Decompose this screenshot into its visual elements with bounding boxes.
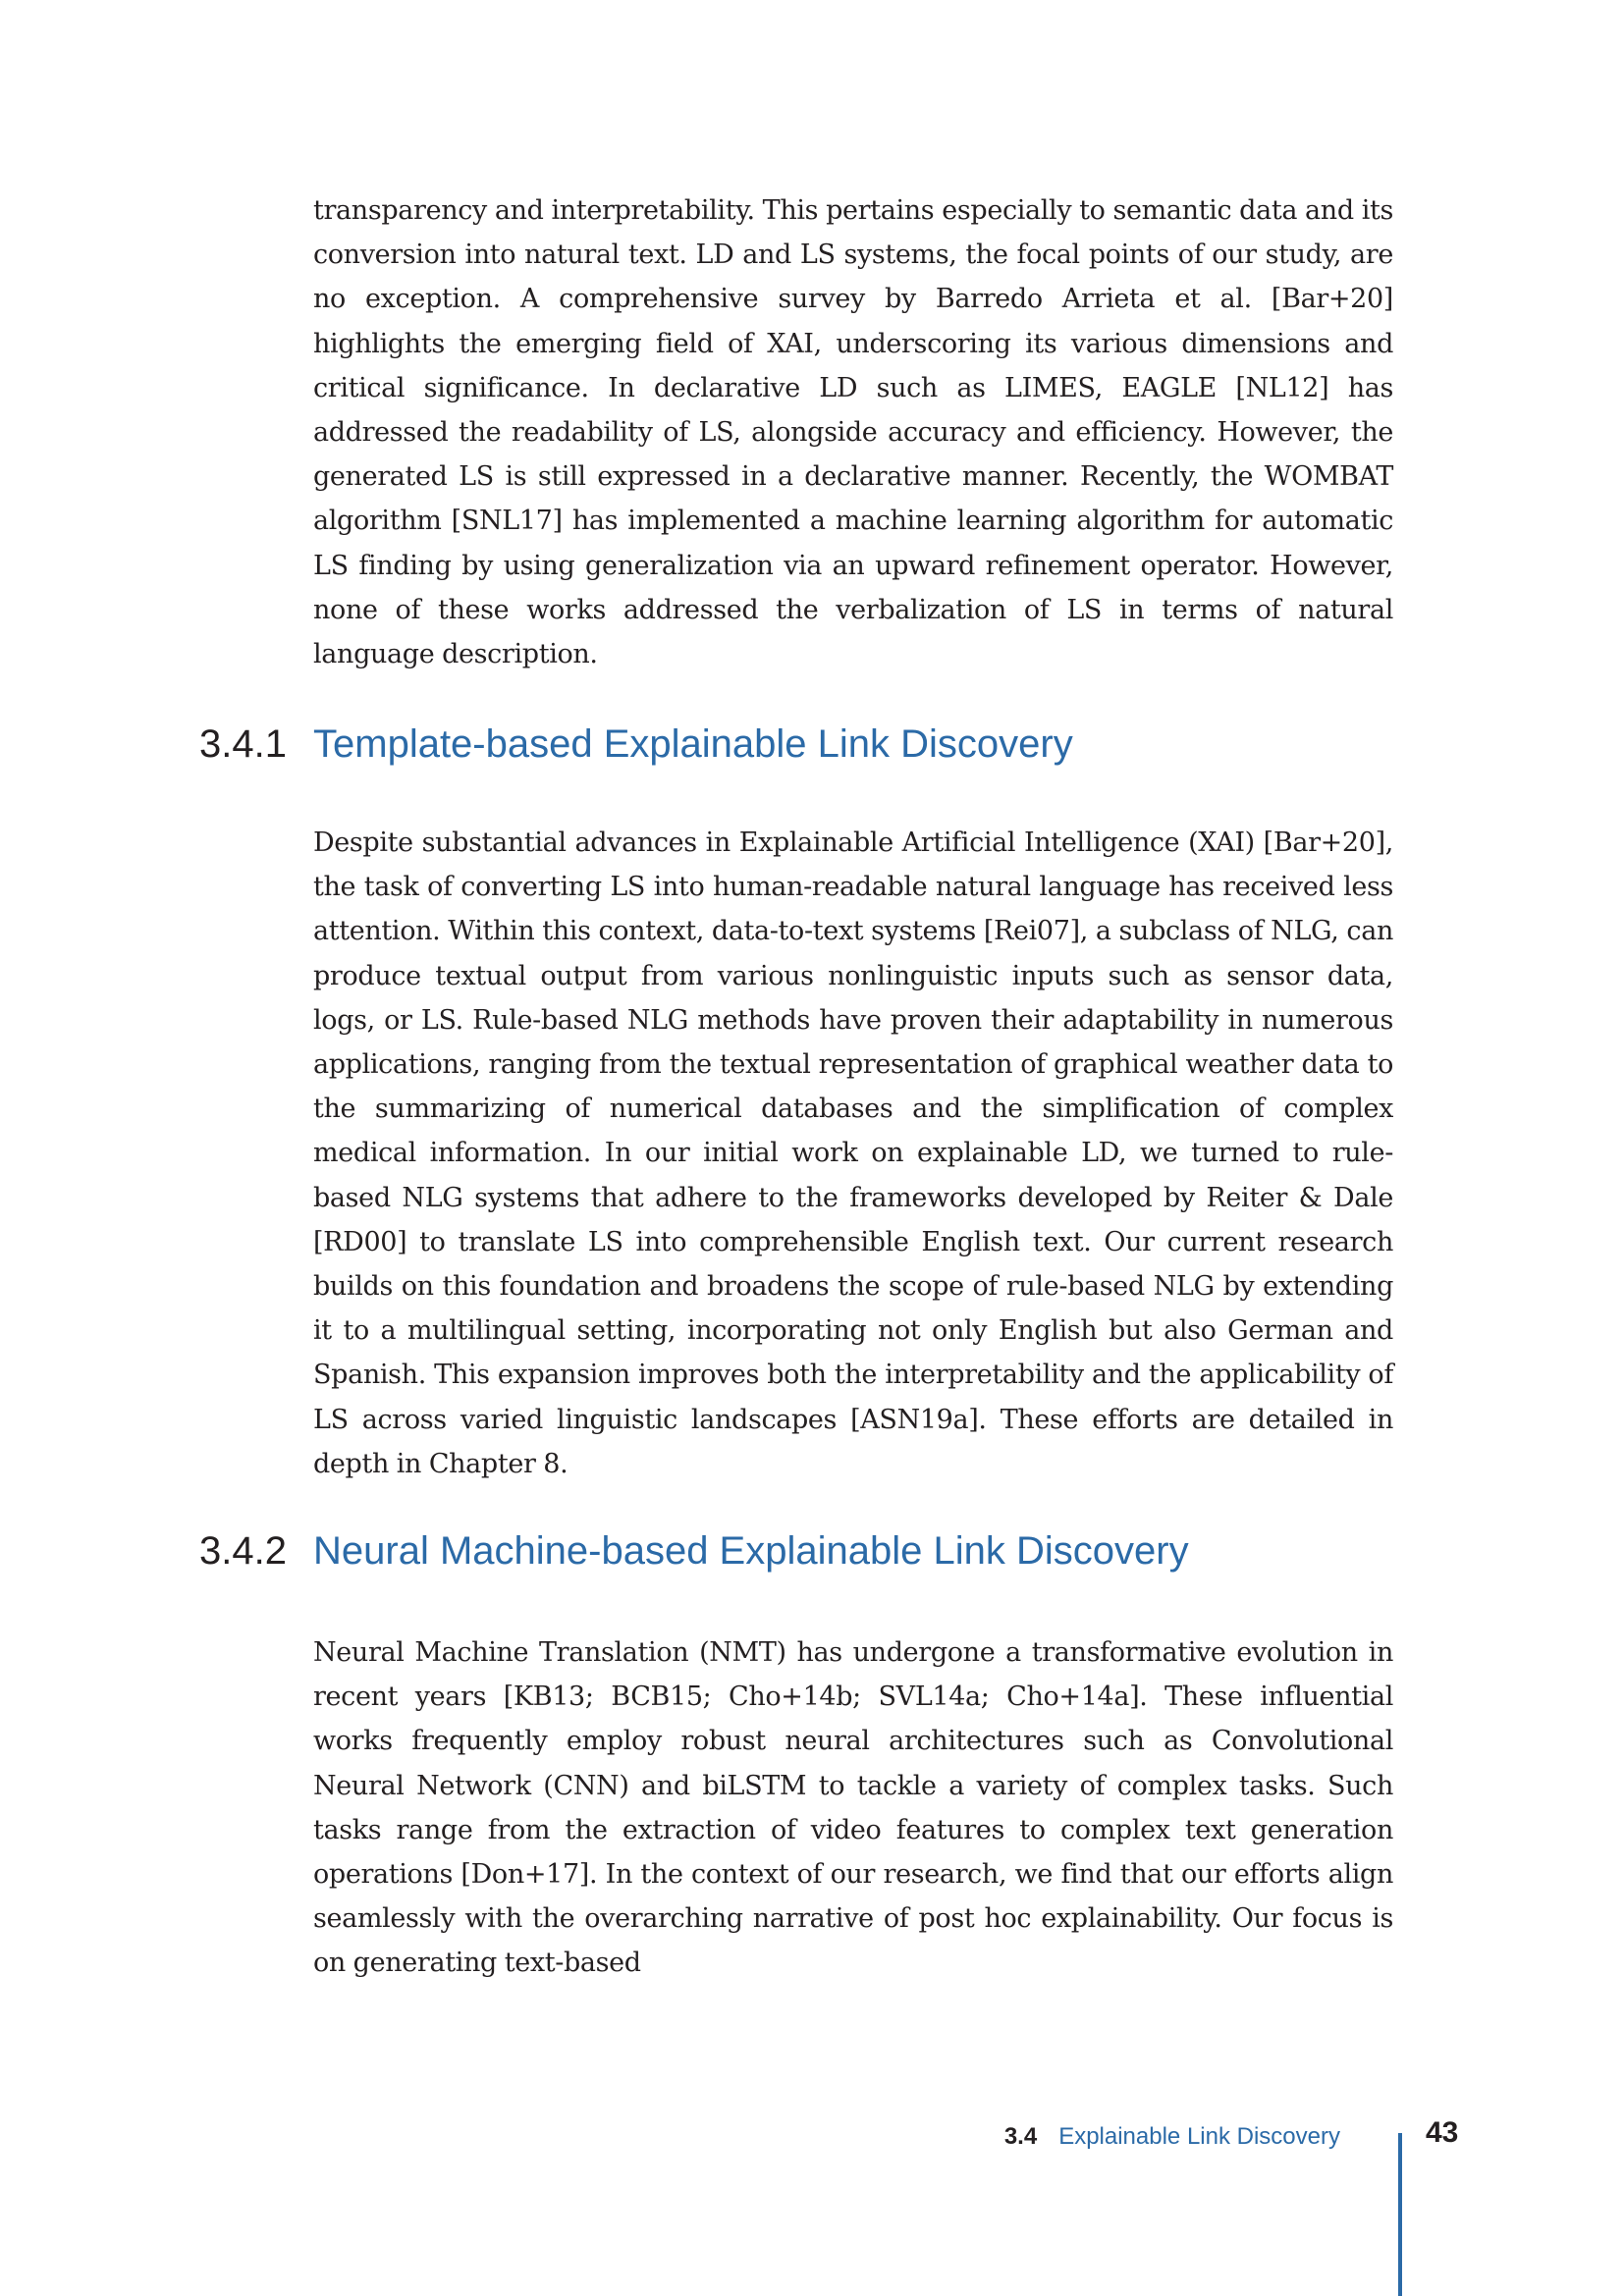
section-heading-3-4-1 [199,720,1073,769]
footer-vertical-rule [1398,2133,1402,2296]
footer-section-title: Explainable Link Discovery [1058,2123,1340,2150]
page-number: 43 [1426,2116,1459,2149]
footer-running-head [1004,2123,1340,2151]
template-based-paragraph: Despite substantial advances in Explainable Artificial Intelligence (XAI) [Bar+20], the task of converting LS into human-readable natural language has received less attention. Within this context, data-to-text systems [Rei07], a subclass of NLG, can produce textual output from various nonlinguistic inputs such as sensor data, logs, or LS. Rule-based NLG methods have proven their adaptability in numerous applications, ranging from the textual representation of graphical weather data to the summarizing of numerical databases and the simplification of complex medical information. In our initial work on explainable LD, we turned to rule-based NLG systems that adhere to the frameworks developed by Reiter & Dale [RD00] to translate LS into comprehensible English text. Our current research builds on this foundation and broadens the scope of rule-based NLG by extending it to a multilingual setting, incorporating not only English but also German and Spanish. This expansion improves both the interpretability and the applicability of LS across varied linguistic landscapes [ASN19a]. These efforts are detailed in depth in Chapter 8. [313,828,1393,1479]
page-footer [0,2115,1624,2155]
section-heading-3-4-2 [199,1526,1189,1575]
neural-machine-paragraph: Neural Machine Translation (NMT) has undergone a transformative evolution in recent years [KB13; BCB15; Cho+14b; SVL14a; Cho+14a]. These influential works frequently employ robust neural architectures such as Convolutional Neural Network (CNN) and biLSTM to tackle a variety of complex tasks. Such tasks range from the extraction of video features to complex text generation operations [Don+17]. In the context of our research, we find that our efforts align seamlessly with the overarching narrative of post hoc explainability. Our focus is on generating text-based [313,1637,1393,1979]
intro-paragraph: transparency and interpretability. This pertains especially to semantic data and its conversion into natural text. LD and LS systems, the focal points of our study, are no exception. A comprehensive survey by Barredo Arrieta et al. [Bar+20] highlights the emerging field of XAI, underscoring its various dimensions and critical significance. In declarative LD such as LIMES, EAGLE [NL12] has addressed the readability of LS, alongside accuracy and efficiency. However, the generated LS is still expressed in a declarative manner. Recently, the WOMBAT algorithm [SNL17] has implemented a machine learning algorithm for automatic LS finding by using generalization via an upward refinement operator. However, none of these works addressed the verbalization of LS in terms of natural language description. [313,195,1393,670]
section-number: 3.4.2 [199,1529,287,1573]
section-title: Template-based Explainable Link Discovery [313,722,1073,766]
section-title: Neural Machine-based Explainable Link Discovery [313,1529,1189,1573]
footer-section-number: 3.4 [1003,2123,1038,2150]
section-number: 3.4.1 [199,722,287,766]
